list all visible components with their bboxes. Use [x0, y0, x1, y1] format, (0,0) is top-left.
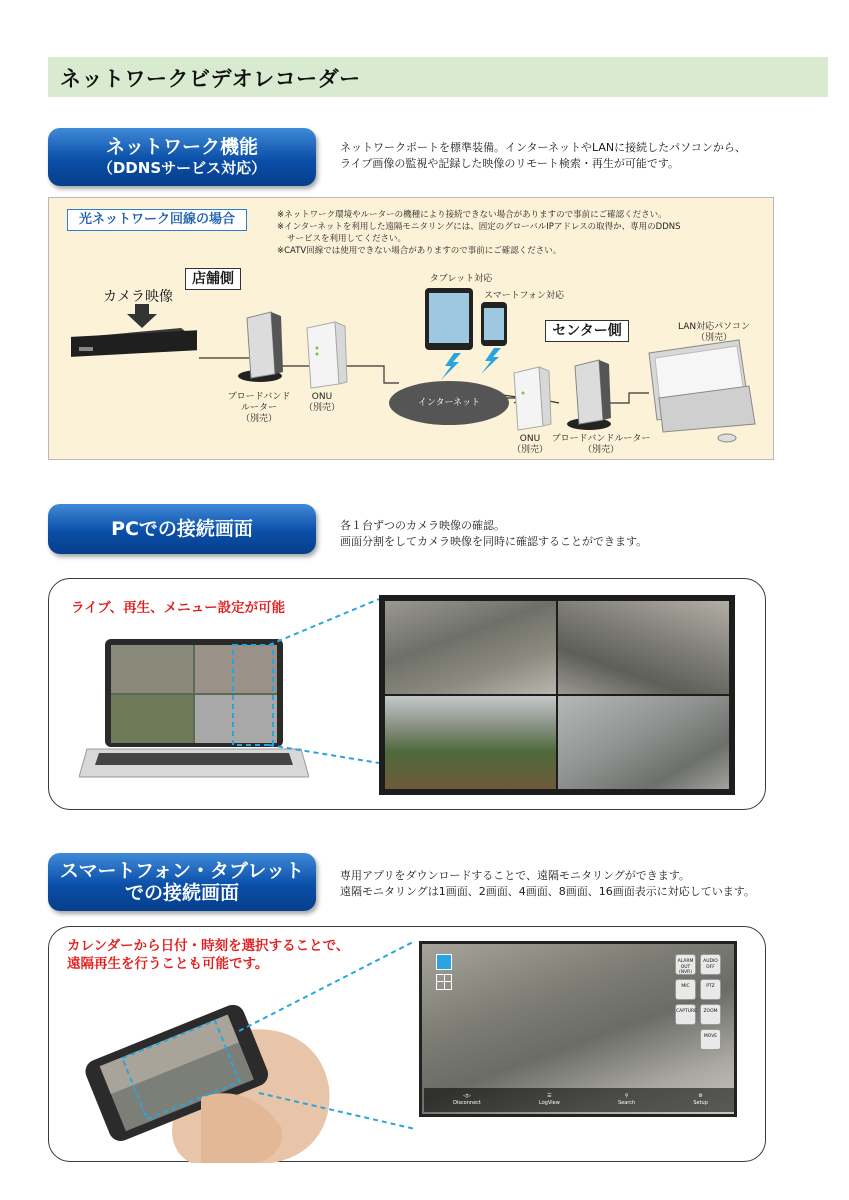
- pc-desc-line1: 各１台ずつのカメラ映像の確認。: [340, 519, 505, 532]
- pc-red-caption: ライブ、再生、メニュー設定が可能: [71, 600, 286, 616]
- router1-label-line2: ルーター: [240, 403, 277, 413]
- smartphone-icon: [481, 302, 507, 346]
- router2-label-line1: ブロードバンドルーター: [551, 434, 651, 444]
- app-control-buttons: [675, 954, 721, 1050]
- wireless-icon: [441, 353, 461, 380]
- disconnect-label: Disconnect: [453, 1100, 481, 1106]
- network-desc-line2: ライブ画像の監視や記録した映像のリモート検索・再生が可能です。: [340, 157, 680, 170]
- alarm-out-button[interactable]: ALARM OUT (NVR): [675, 954, 696, 975]
- down-arrow-icon: [127, 304, 157, 328]
- audio-off-button[interactable]: AUDIO OFF: [700, 954, 721, 975]
- pc-desc-line2: 画面分割をしてカメラ映像を同時に確認することができます。: [340, 535, 648, 548]
- network-feature-pill: [48, 128, 316, 186]
- mobile-screen-pill: [48, 853, 316, 911]
- gear-icon: ⚙: [698, 1093, 703, 1099]
- mobile-desc-line1: 専用アプリをダウンロードすることで、遠隔モニタリングができます。: [340, 869, 690, 882]
- lan-pc-label: [669, 322, 759, 344]
- camera-view-2: [558, 601, 729, 694]
- move-button[interactable]: MOVE: [700, 1029, 721, 1050]
- mobile-description: [340, 868, 820, 900]
- network-pill-line2: （DDNSサービス対応）: [97, 159, 267, 177]
- pc-pill-line1: PCでの接続画面: [111, 518, 253, 540]
- network-diagram-drawing: [49, 198, 775, 461]
- router1-icon: [238, 312, 283, 382]
- router1-label: [219, 392, 299, 425]
- onu2-icon: [514, 367, 551, 430]
- logview-label: LogView: [539, 1100, 560, 1106]
- disconnect-button[interactable]: [453, 1093, 481, 1107]
- network-pill-line1: ネットワーク機能: [105, 136, 258, 158]
- nvr-device-icon: [71, 328, 197, 357]
- pc-description: [340, 518, 820, 550]
- mobile-screen-frame: [48, 926, 766, 1162]
- router2-icon: [567, 360, 611, 430]
- setup-label: Setup: [693, 1100, 708, 1106]
- page-title-bar: [48, 57, 828, 97]
- zoom-button[interactable]: ZOOM: [700, 1004, 721, 1025]
- ptz-button[interactable]: PTZ: [700, 979, 721, 1000]
- camera-video-label: カメラ映像: [103, 289, 173, 305]
- tablet-label: タブレット対応: [429, 274, 493, 284]
- note-2: ※インターネットを利用した遠隔モニタリングには、固定のグローバルIPアドレスの取得か、専用のDDNS: [277, 222, 681, 232]
- pc-screen-pill: [48, 504, 316, 554]
- lan-pc-label-line2: （別売）: [695, 333, 732, 343]
- search-label: Search: [617, 1100, 636, 1106]
- smartphone-label: スマートフォン対応: [483, 291, 565, 301]
- camera-view-3: [385, 696, 556, 789]
- mobile-zoom-connector-lines: [219, 933, 419, 1133]
- pc-multiview-screen: [379, 595, 735, 795]
- note-2b: サービスを利用してください。: [287, 234, 407, 244]
- empty-slot: [675, 1029, 696, 1050]
- page-title: ネットワークビデオレコーダー: [60, 67, 361, 91]
- mobile-pill-line2: での接続画面: [124, 882, 239, 904]
- store-side-tag: 店舗側: [185, 268, 241, 290]
- camera-view-1: [385, 601, 556, 694]
- capture-button[interactable]: CAPTURE: [675, 1004, 696, 1025]
- network-desc-line1: ネットワークポートを標準装備。インターネットやLANに接続したパソコンから、: [340, 141, 746, 154]
- setup-button[interactable]: [693, 1093, 708, 1107]
- search-button[interactable]: [618, 1093, 635, 1107]
- app-bottom-bar: [424, 1088, 737, 1112]
- internet-label: インターネット: [417, 398, 481, 408]
- note-3: ※CATV回線では使用できない場合がありますので事前にご確認ください。: [277, 246, 562, 256]
- search-icon: ⚲: [624, 1093, 629, 1099]
- lan-pc-label-line1: LAN対応パソコン: [678, 322, 750, 332]
- case-label: 光ネットワーク回線の場合: [67, 209, 247, 231]
- lan-pc-icon: [649, 340, 755, 442]
- onu1-label-line1: ONU: [311, 392, 333, 402]
- onu1-label-line2: （別売）: [303, 403, 340, 413]
- network-description: [340, 140, 820, 172]
- onu2-label: [505, 434, 555, 456]
- mobile-app-screen: [419, 941, 737, 1117]
- disconnect-icon: ◁▷: [463, 1093, 471, 1099]
- network-diagram: [48, 197, 774, 460]
- single-view-toggle-icon[interactable]: [436, 954, 452, 970]
- mobile-pill-line1: スマートフォン・タブレット: [59, 860, 305, 882]
- router1-label-line3: （別売）: [240, 414, 277, 424]
- router1-label-line1: ブロードバンド: [227, 392, 291, 402]
- tablet-icon: [425, 288, 473, 350]
- zoom-connector-lines: [229, 587, 389, 767]
- camera-view-4: [558, 696, 729, 789]
- onu1-icon: [307, 322, 347, 388]
- logview-button[interactable]: [539, 1093, 560, 1107]
- router2-label-line2: （別売）: [582, 445, 619, 455]
- mobile-desc-line2: 遠隔モニタリングは1画面、2画面、4画面、8画面、16画面表示に対応しています。: [340, 885, 755, 898]
- mic-button[interactable]: MIC: [675, 979, 696, 1000]
- note-1: ※ネットワーク環境やルーターの機種により接続できない場合がありますので事前にご確認ください。: [277, 210, 667, 220]
- grid-view-toggle-icon[interactable]: [436, 974, 452, 990]
- onu2-label-line1: ONU: [519, 434, 541, 444]
- onu1-label: [297, 392, 347, 414]
- pc-screen-frame: [48, 578, 766, 810]
- center-side-tag: センター側: [545, 320, 629, 342]
- onu2-label-line2: （別売）: [511, 445, 548, 455]
- wireless-icon: [481, 348, 501, 374]
- mobile-red-caption-line1: カレンダーから日付・時刻を選択することで、: [67, 938, 350, 954]
- router2-label: [549, 434, 653, 456]
- mobile-red-caption-line2: 遠隔再生を行うことも可能です。: [67, 956, 269, 972]
- logview-icon: ☰: [547, 1093, 552, 1099]
